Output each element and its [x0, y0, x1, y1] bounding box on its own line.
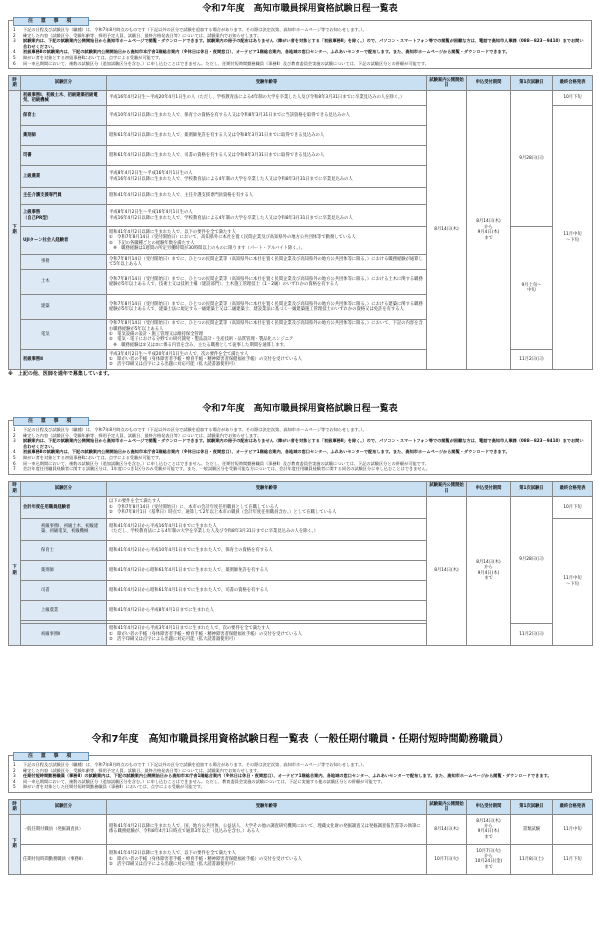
- notice-number: 4: [13, 778, 16, 784]
- requirement-cell: 昭和41年4月2日から昭和61年4月1日までに生まれた人で、司書の資格を有する人: [107, 580, 427, 600]
- notice-text: 初級事務Ⅱの試験案内は、下記の試験案内公開開始日から高知市本庁舎1階総合案内（※休日は休日・夜間窓口）、オーテピア1階総合案内、各地域の窓口センター、ふれあいセンターで配布します。また、高知市ホームページから閲覧・ダウンロードできます。: [23, 449, 510, 455]
- category-cell: 電気: [21, 320, 107, 350]
- notice-text: 障がい者を対象とする初級事務Ⅱにおいては、点字による受験が可能です。: [23, 54, 163, 60]
- requirement-cell: 令和7年8月14日（受付開始日）までに、ひとつの民間企業等（高知県外に本社を置く民間企業及び高知県外の地方公共団体等に限る。）における職務経験が通算して5年以上ある人: [107, 255, 427, 270]
- result-date: 10月下旬: [553, 496, 593, 518]
- category-cell: 一般任期付職員（発掘調査員）: [21, 814, 107, 844]
- notice-number: 4: [13, 449, 16, 455]
- requirement-cell: 昭和41年4月2日以降に生まれた人で、国、地方公共団体、公益法人、大学その他の調査研究機関において、埋蔵文化財の発掘調査又は発掘調査報告書等の執筆に係る職務経験が、令和8年4月1日時点で通算3年以上（見込みを含む。）ある人: [107, 814, 427, 844]
- notice-label: 注 意 事 項: [13, 752, 89, 761]
- period-cell: 下期: [9, 496, 21, 645]
- requirement-cell: 昭和41年4月2日から平成8年4月1日までに生まれた人: [107, 600, 427, 620]
- notice-number: 6: [13, 460, 16, 466]
- category-cell: 建築: [21, 295, 107, 320]
- result-date: 11月中旬 ～下旬: [553, 518, 593, 645]
- notice-number: 4: [13, 49, 16, 55]
- notice-text: 同一申込期間において、複数の試験区分（追加試験区分を含む。）に申し込むことはできません。ただし、任期付短時間勤務職員（事務Ⅱ）及び教育委員会実施の試験については、下記の試験区分との併願が可能です。: [23, 460, 429, 466]
- result-date: 10月下旬: [553, 91, 593, 106]
- exam-date: 書類試験: [511, 814, 553, 844]
- result-date: 11月中旬 ～下旬: [553, 106, 593, 370]
- category-cell: 司書: [21, 146, 107, 166]
- column-header: 最終合格発表: [553, 76, 593, 91]
- category-cell: 初級事務Ⅱ: [21, 350, 107, 370]
- category-cell: 初級事務Ⅰ、初級土木、初級建築、初級電気、初級機械: [21, 518, 107, 540]
- column-header: 申込受付期間: [467, 76, 511, 91]
- notice-item: [13, 38, 587, 49]
- schedule-table-1: [8, 75, 593, 370]
- category-cell: 上級農業: [21, 166, 107, 188]
- notice-label: 注 意 事 項: [13, 17, 89, 26]
- notice-number: 7: [13, 466, 16, 472]
- notice-item: [13, 784, 587, 790]
- schedule-table-3: [8, 799, 593, 875]
- notice-text: 確定した内容（試験区分、受験年齢等、採用予定人員、試験日、最終合格発表日等）については、試験案内でお知らせします。: [23, 32, 262, 38]
- column-header: 試験案内公開開始日: [427, 76, 467, 91]
- notice-number: 3: [13, 773, 16, 779]
- notice-number: 6: [13, 60, 16, 66]
- requirement-cell: 令和7年8月14日（受付開始日）までに、ひとつの民間企業等（高知県外に本社を置く民間企業及び高知県外の地方公共団体等に限る。）において、下記の内容を含む職務経験が5年以上ある人 ① 電気設備の設計・施工管理又は維持保全管理 ② 電気・電子における分野での研究開発・製品設計・生産技術・品質管理・製品化エンジニア ※ 職務経験は①又は②に係る内容を含み、主たる職務として従事した期間を通算します。: [107, 320, 427, 350]
- exam-date: 9月28日(日): [511, 496, 553, 623]
- category-cell: 薬剤師: [21, 126, 107, 146]
- notice-list: [13, 762, 587, 790]
- column-header: 申込受付期間: [467, 481, 511, 496]
- apply-period: 8月14日(木) から 9月4日(木) まで: [467, 814, 511, 844]
- column-header: 最終合格発表: [553, 481, 593, 496]
- notice-number: 5: [13, 454, 16, 460]
- apply-period: 8月14日(木) から 9月4日(木) まで: [467, 91, 511, 370]
- notice-number: 5: [13, 784, 16, 790]
- section-3-title: 令和7年度 高知市職員採用資格試験日程一覧表（一般任期付職員・任期付短時間勤務職員）: [91, 734, 509, 745]
- category-cell: 土木: [21, 270, 107, 295]
- column-header: 試験区分: [21, 481, 107, 496]
- section-2-title: 令和7年度 高知市職員採用資格試験日程一覧表: [202, 404, 398, 414]
- notice-text: 試験案内は、下記の試験案内公開開始日から高知市ホームページで閲覧・ダウンロードできます。試験案内の冊子の配布はありません（障がい者を対象とする「初級事務Ⅱ」を除く。）ので、パソコン・スマートフォン等での閲覧が困難な方は、電話で高知市人事課（088－823－9410）までお問い合わせください。: [23, 438, 584, 449]
- requirement-cell: 昭和61年4月2日以降に生まれた人で、司書の資格を有する人又は令和8年3月31日までに取得できる見込みの人: [107, 146, 427, 166]
- column-header: 受験年齢等: [107, 481, 427, 496]
- notice-item: [13, 466, 587, 472]
- requirement-cell: 昭和41年4月2日から平成10年4月1日までに生まれた人で、保育士の資格を有する人: [107, 540, 427, 560]
- notice-label: 注 意 事 項: [13, 417, 89, 426]
- category-cell: 主任介護支援専門員: [21, 188, 107, 205]
- column-header: 第1次試験日: [511, 481, 553, 496]
- notice-text: 同一申込期間において、複数の試験区分（追加試験区分を含む。）に申し込むことはできません。ただし、任期付短時間勤務職員（事務Ⅱ）及び教育委員会実施の試験については、下記の試験区分との併願が可能です。: [23, 60, 429, 66]
- requirement-cell: 令和7年8月14日（受付開始日）までに、ひとつの民間企業等（高知県外に本社を置く民間企業及び高知県外の地方公共団体等に限る。）における土木に関する職務経験が5年以上ある人で、技術士又は技術士補（建設部門）、土木施工管理技士（1・2級）のいずれかの資格を有する人: [107, 270, 427, 295]
- notice-list: [13, 27, 587, 66]
- requirement-cell: 平成16年4月2日生～平成20年4月1日生の人（ただし、学校教育法による4年制の大学を卒業した人及び令和8年3月31日までに卒業見込みの人を除く。）: [107, 91, 427, 106]
- notice-text: 障がい者を対象とする初級事務Ⅱにおいては、点字による受験が可能です。: [23, 454, 163, 460]
- requirement-cell: 昭和41年4月2日から平成16年4月1日までに生まれた人 （ただし、学校教育法による4年制の大学を卒業した人及び令和8年3月31日までに卒業見込みの人を除く。）: [107, 518, 427, 540]
- column-header: 試験区分: [21, 76, 107, 91]
- category-cell: 司書: [21, 580, 107, 600]
- notice-number: 2: [13, 432, 16, 438]
- column-header: 第1次試験日: [511, 76, 553, 91]
- publish-date: 8月14日(木): [427, 91, 467, 370]
- result-date: 11月中旬: [553, 814, 593, 844]
- footnote: ※ 上記の他、医師を通年で募集しています。: [8, 371, 113, 378]
- section-2: [8, 402, 592, 646]
- notice-box-3: [8, 755, 592, 793]
- notice-text: 初級事務Ⅱの試験案内は、下記の試験案内公開開始日から高知市本庁舎1階総合案内（※休日は休日・夜間窓口）、オーテピア1階総合案内、各地域の窓口センター、ふれあいセンターで配布します。また、高知市ホームページから閲覧・ダウンロードできます。: [23, 49, 510, 55]
- notice-number: 1: [13, 762, 16, 767]
- category-cell: 上級事務 （自己PR型）: [21, 205, 107, 227]
- notice-item: [13, 61, 587, 67]
- apply-period: 10月7日(火) から 10月24日(金) まで: [467, 844, 511, 874]
- requirement-cell: 以下の要件を全て満たす人 ① 令和7年8月14日（受付開始日）に、本市の会計年度任用職員として在職している人 ② 令和7年8月1日（基準日）時点で、通算して2年以上本市の職員（会計年度任用職員含む。）として在職している人: [107, 496, 427, 518]
- apply-period: 8月14日(木) から 9月4日(木) まで: [467, 496, 511, 645]
- category-cell: 任期付短時間勤務職員（事務Ⅱ）: [21, 844, 107, 874]
- notice-text: 会計年度任用職員経験者に関する試験区分は、1年度につき1区分のみ受験が可能です。また、一般試験区分を受験可能な方については、会計年度任用職員経験者に関する同名の試験区分に申し込むことはできません。: [23, 466, 431, 472]
- notice-number: 3: [13, 438, 16, 444]
- notice-number: 5: [13, 54, 16, 60]
- result-date: 11月下旬: [553, 844, 593, 874]
- requirement-cell: 平成8年4月2日生～平成16年4月1日生の人 平成16年4月2日以降に生まれた人で、学校教育法による4年制の大学を卒業した人又は令和8年3月31日までに卒業見込みの人: [107, 205, 427, 227]
- notice-box-1: [8, 20, 592, 69]
- column-header: 第1次試験日: [511, 799, 553, 814]
- category-cell: 保育士: [21, 106, 107, 126]
- column-header: 最終合格発表: [553, 799, 593, 814]
- requirement-cell: 平成10年4月2日以降に生まれた人で、保育士の資格を有する人又は令和8年3月31日までに当該資格を取得できる見込みの人: [107, 106, 427, 126]
- notice-text: 確定した内容（試験区分、受験年齢等、採用予定人員、試験日、最終合格発表日等）については、試験案内でお知らせします。: [23, 767, 262, 773]
- notice-text: 確定した内容（試験区分、受験年齢等、採用予定人員、試験日、最終合格発表日等）については、試験案内でお知らせします。: [23, 432, 262, 438]
- requirement-cell: 昭和41年4月2日以降に生まれた人で、以下の要件を全て満たす人 ① 令和7年8月14日（受付開始日）において、高知県外に本社を置く民間企業及び高知県外の地方公共団体等で勤務している人 ② 下記の各職種ごとの経験年数を満たす人 ※ 職務経験は1週間の所定労働時間が30時間以上のものに限ります（パート・アルバイト除く。）。: [107, 227, 427, 255]
- exam-date: 9月28日(日): [511, 91, 553, 227]
- period-cell: 下期: [9, 814, 21, 874]
- notice-text: 下記の日程及び試験区分（職種）は、令和7年8月時点のものです（下記以外の区分で試験を追加する場合があります。その際は決定次第、高知市ホームページ等でお知らせします。）。: [23, 27, 367, 32]
- requirement-cell: 昭和41年4月2日から平成3年4月1日までに生まれた人で、次の要件を全て満たす人 ① 障がい者の手帳（身体障害者手帳・療育手帳・精神障害者保健福祉手帳）の交付を受けている人 ② 活字印刷又は点字による出題に対応可能（拡大読書器使用可）: [107, 623, 427, 645]
- notice-text: 任期付短時間勤務職員（事務Ⅱ）の試験案内は、下記の試験案内公開開始日から高知市本庁舎1階総合案内（※休日は休日・夜間窓口）、オーテピア1階総合案内、各地域の窓口センター、ふれあいセンターで配布します。また、高知市ホームページから閲覧・ダウンロードできます。: [23, 773, 552, 779]
- requirement-cell: 昭和61年4月2日以降に生まれた人で、薬剤師免許を有する人又は令和8年3月31日までに取得できる見込みの人: [107, 126, 427, 146]
- notice-box-2: [8, 420, 592, 475]
- notice-text: 下記の日程及び試験区分（職種）は、令和7年8月時点のものです（下記以外の区分で試験を追加する場合があります。その際は決定次第、高知市ホームページ等でお知らせします。）。: [23, 427, 367, 432]
- requirement-cell: 平成8年4月2日生～平成16年4月1日生の人 平成16年4月2日以降に生まれた人で、学校教育法による4年制の大学を卒業した人又は令和8年3月31日までに卒業見込みの人: [107, 166, 427, 188]
- notice-number: 1: [13, 27, 16, 32]
- column-header: 受験年齢等: [107, 799, 427, 814]
- notice-number: 1: [13, 427, 16, 432]
- requirement-cell: 昭和41年4月2日から昭和61年4月1日までに生まれた人で、薬剤師免許を有する人: [107, 560, 427, 580]
- column-header: 時期: [9, 799, 21, 814]
- notice-text: 同一申込期間において、複数の試験区分（追加試験区分を含む。）に申し込むことはできません。ただし、教育委員会実施の試験については、下記に実施する他の試験区分との併願が可能です。: [23, 778, 385, 784]
- column-header: 時期: [9, 76, 21, 91]
- category-cell: 初級事務Ⅰ、初級土木、初級建築初級電気、初級機械: [21, 91, 107, 106]
- category-cell: 保育士: [21, 540, 107, 560]
- publish-date: 8月14日(木): [427, 496, 467, 645]
- category-cell: 初級事務Ⅱ: [21, 623, 107, 645]
- column-header: 試験区分: [21, 799, 107, 814]
- category-cell: 上級農業: [21, 600, 107, 620]
- notice-number: 2: [13, 32, 16, 38]
- exam-date: 11月8日(土): [511, 844, 553, 874]
- section-1-title: 令和7年度 高知市職員採用資格試験日程一覧表: [202, 4, 398, 14]
- exam-date: 11月2日(日): [511, 623, 553, 645]
- section-1: [8, 2, 592, 378]
- notice-item: [13, 438, 587, 449]
- requirement-cell: 令和7年8月14日（受付開始日）までに、ひとつの民間企業等（高知県外に本社を置く民間企業及び高知県外の地方公共団体等に限る。）における建築に関する職務経験が5年以上ある人で、建築士法に規定する一級建築士又は二級建築士、建設業法に基づく一級建築施工管理技士のいずれかの資格又は免許を有する人: [107, 295, 427, 320]
- notice-text: 下記の日程及び試験区分（職種）は、令和7年8月時点のものです（下記以外の区分で試験を追加する場合があります。その際は決定次第、高知市ホームページ等でお知らせします。）。: [23, 762, 367, 767]
- exam-date: 11月2日(日): [511, 350, 553, 370]
- category-cell: 事務: [21, 255, 107, 270]
- column-header: 時期: [9, 481, 21, 496]
- requirement-cell: 昭和41年4月2日以降に生まれた人で、主任介護支援専門員資格を有する人: [107, 188, 427, 205]
- column-header: 受験年齢等: [107, 76, 427, 91]
- requirement-cell: 平成3年4月2日生～平成20年4月1日生の人で、次の要件を全て満たす人 ① 障がい者の手帳（身体障害者手帳・療育手帳・精神障害者保健福祉手帳）の交付を受けている人 ② 活字印刷又は点字による出題に対応可能（拡大読書器使用可）: [107, 350, 427, 370]
- schedule-table-2: [8, 481, 593, 646]
- requirement-cell: 昭和41年4月2日以降に生まれた人で、以下の要件を全て満たす人 ① 障がい者の手帳（身体障害者手帳・療育手帳・精神障害者保健福祉手帳）の交付を受けている人 ② 活字印刷又は点字による出題に対応可能（拡大読書器使用可）: [107, 844, 427, 874]
- column-header: 申込受付期間: [467, 799, 511, 814]
- section-3: [8, 733, 592, 875]
- publish-date: 8月14日(木): [427, 814, 467, 844]
- column-header: 試験案内公開開始日: [427, 799, 467, 814]
- publish-date: 10月7日(火): [427, 844, 467, 874]
- notice-text: 障がい者を対象とした任期付短時間勤務職員（事務Ⅱ）においては、点字による受験が可能です。: [23, 784, 205, 790]
- notice-number: 3: [13, 38, 16, 44]
- notice-text: 試験案内は、下記の試験案内公開開始日から高知市ホームページで閲覧・ダウンロードできます。試験案内の冊子の配布はありません（障がい者を対象とする「初級事務Ⅱ」を除く。）ので、パソコン・スマートフォン等での閲覧が困難な方は、電話で高知市人事課（088－823－9410）までお問い合わせください。: [23, 38, 584, 49]
- notice-list: [13, 427, 587, 472]
- column-header: 試験案内公開開始日: [427, 481, 467, 496]
- category-cell: UJIターン社会人経験者: [21, 227, 107, 255]
- period-cell: 下期: [9, 91, 21, 370]
- group-cell: 会計年度任用職員経験者: [21, 496, 107, 518]
- exam-date: 9月上旬～ 中旬: [511, 227, 553, 350]
- notice-number: 2: [13, 767, 16, 773]
- category-cell: 薬剤師: [21, 560, 107, 580]
